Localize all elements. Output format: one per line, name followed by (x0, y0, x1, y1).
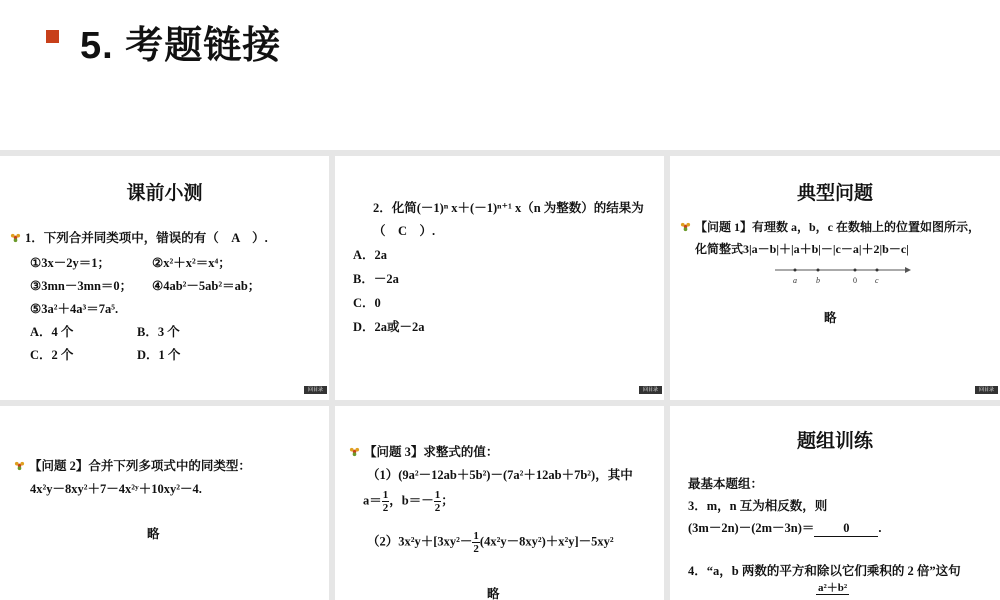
number-line-diagram (775, 264, 915, 286)
fraction-one-half: $\frac{1}{2}$ (382, 489, 389, 514)
question-4-fraction: a²＋b² (818, 582, 848, 594)
flower-bullet-icon (680, 221, 691, 232)
panel-problem-3[interactable] (335, 406, 664, 600)
answer-blank: 0 (814, 521, 878, 537)
number-line-label-a: a (793, 276, 797, 285)
panel-problem-2[interactable] (0, 406, 329, 600)
option-1b: ②x²＋x²＝x⁴； (152, 256, 231, 270)
answer-2: （ C ）. (373, 224, 436, 238)
choice-c: C．2 个 (30, 348, 74, 362)
answer-omitted: 略 (147, 527, 160, 541)
choice-d: D．2a或－2a (353, 320, 425, 334)
square-bullet-icon (46, 30, 59, 43)
question-1: 1．下列合并同类项中，错误的有（ A ）. (25, 231, 268, 245)
back-to-toc-button[interactable]: 回目录 (304, 386, 327, 394)
panel-title: 课前小测 (126, 183, 203, 204)
thumbnail-grid (0, 150, 1000, 600)
option-1a: ①3x－2y＝1； (30, 256, 110, 270)
back-to-toc-button[interactable]: 回目录 (975, 386, 998, 394)
choice-a: A．4 个 (30, 325, 74, 339)
panel-title: 典型问题 (796, 183, 873, 204)
polynomial-expression: 4x²y－8xy²＋7－4x²ʸ＋10xy²－4. (30, 482, 202, 496)
panel-group-training[interactable] (670, 406, 1000, 600)
fraction-one-half: $\frac{1}{2}$ (434, 489, 441, 514)
option-2b: ④4ab²－5ab²＝ab； (152, 279, 261, 293)
choice-b: B．－2a (353, 272, 399, 286)
number-line-label-c: c (875, 276, 879, 285)
choice-d: D．1 个 (137, 348, 181, 362)
question-problem-3: 【问题 3】求整式的值： (364, 445, 499, 459)
number-line-label-b: b (816, 276, 820, 285)
question-2: 2．化简(－1)ⁿ x＋(－1)ⁿ⁺¹ x（n 为整数）的结果为 (373, 201, 644, 215)
page-title: 5. 考题链接 (80, 25, 282, 67)
flower-bullet-icon (14, 460, 25, 471)
flower-bullet-icon (10, 232, 21, 243)
fraction-one-half: $\frac{1}{2}$ (473, 530, 479, 555)
option-2a: ③3mn－3mn＝0； (30, 279, 133, 293)
subquestion-1-values: a＝ $\frac{1}{2}$ ，b＝－ $\frac{1}{2}$ ； (363, 489, 454, 514)
panel-typical-problems[interactable] (670, 156, 1000, 400)
question-3-expr: (3m－2n)－(2m－3n)＝ 0 . (688, 521, 882, 535)
basic-group-label: 最基本题组： (688, 477, 764, 491)
option-3: ⑤3a²＋4a³＝7a⁵. (30, 302, 119, 316)
choice-b: B．3 个 (137, 325, 180, 339)
number-line-label-0: 0 (853, 276, 857, 285)
answer-omitted: 略 (824, 311, 837, 325)
slide-header (0, 0, 1000, 150)
panel-title: 题组训练 (796, 431, 873, 452)
subquestion-1: （1）(9a²－12ab＋5b²)－(7a²＋12ab＋7b²)，其中 (367, 468, 633, 482)
subquestion-2: （2）3x²y＋[3xy²－ $\frac{1}{2}$ (4x²y－8xy²)＋x²y]－5xy² (367, 530, 614, 555)
choice-c: C．0 (353, 296, 381, 310)
back-to-toc-button[interactable]: 回目录 (639, 386, 662, 394)
question-problem-1: 【问题 1】有理数 a，b，c 在数轴上的位置如图所示， (695, 220, 981, 234)
question-4: 4．“a，b 两数的平方和除以它们乘积的 2 倍”这句 (688, 564, 961, 578)
question-problem-1-expr: 化简整式3|a－b|＋|a＋b|－|c－a|＋2|b－c| (695, 242, 909, 256)
flower-bullet-icon (349, 446, 360, 457)
choice-a: A．2a (353, 248, 388, 262)
question-3: 3．m，n 互为相反数，则 (688, 499, 828, 513)
question-problem-2: 【问题 2】合并下列多项式中的同类型： (29, 459, 251, 473)
panel-question-2[interactable] (335, 156, 664, 400)
panel-pre-quiz[interactable] (0, 156, 329, 400)
answer-omitted: 略 (487, 587, 500, 600)
